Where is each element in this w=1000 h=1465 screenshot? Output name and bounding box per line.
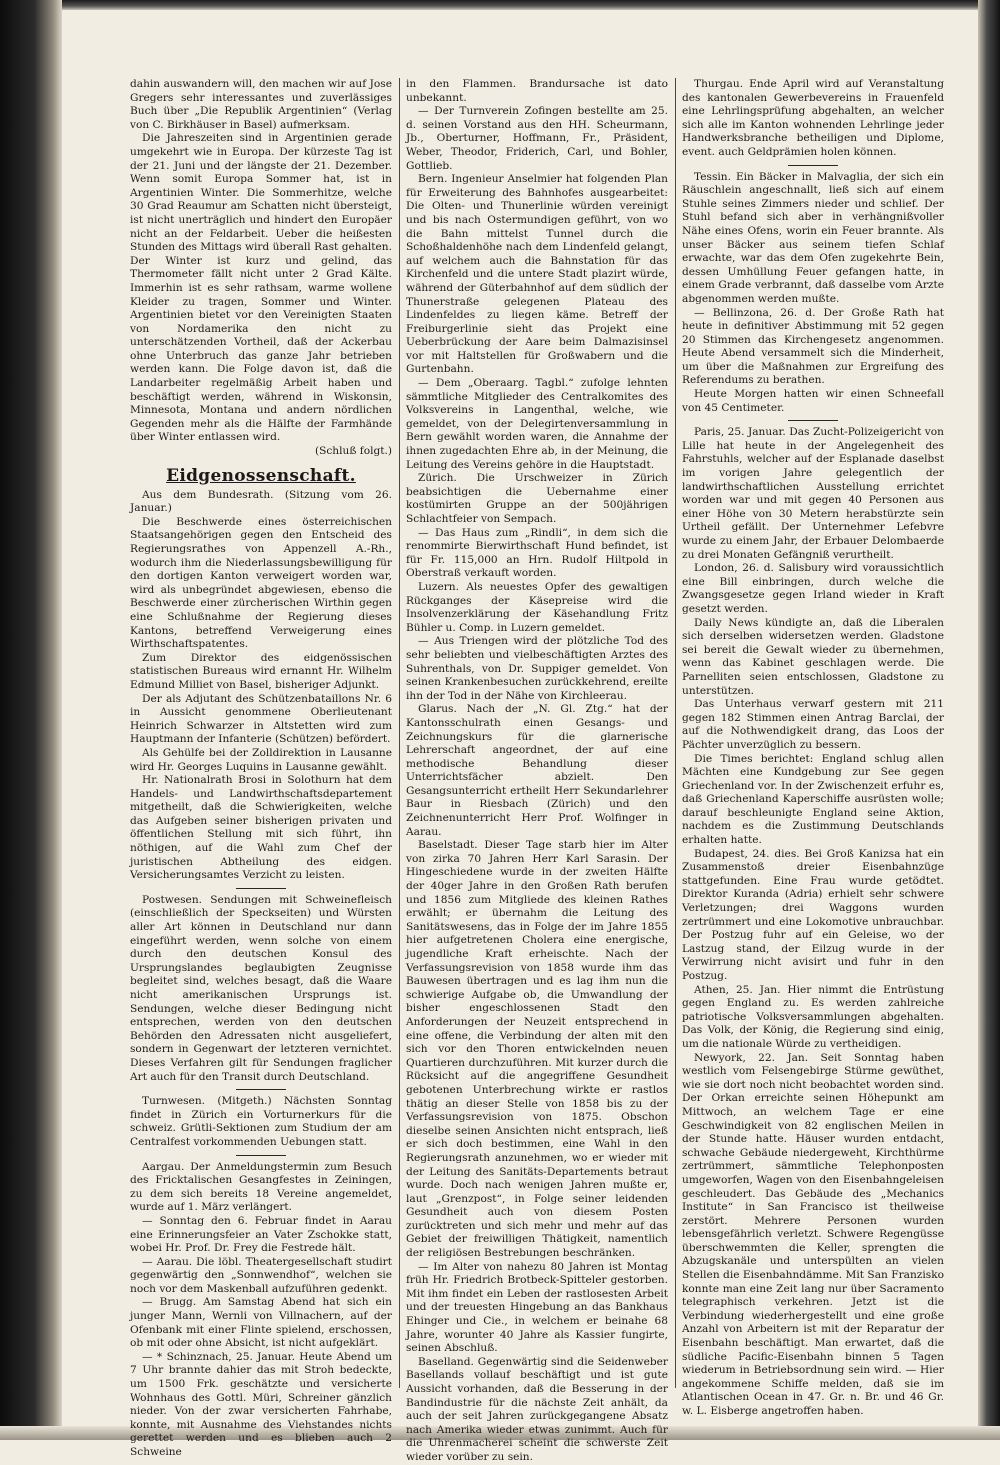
article-text: London, 26. d. Salisbury wird voraussichtlich eine Bill einbringen, durch welche die Zwangsgesetze gegen Irland wieder in Kraft gesetzt werden. [682,562,944,615]
article-text: Aargau. Der Anmeldungstermin zum Besuch des Fricktalischen Gesangfestes in Zeiningen, zu dem sich bereits 18 Vereine angemeldet, wurde auf 1. März verlängert. [130,1160,392,1214]
article-text: Die Times berichtet: England schlug allen Mächten eine Kundgebung zur See gegen Griechenland vor. In der Zwischenzeit erfuhr es, daß Griechenland Kaperschiffe ausrüsten wolle; darauf beschleunigte England seine Aktion, nachdem es die Zustimmung Deutschlands erhalten hatte. [682,752,944,847]
article-text: Luzern. Als neuestes Opfer des gewaltigen Rückganges der Käsepreise wird die Insolvenzerklärung der Käsehandlung Fritz Bühler u. Comp. in Luzern gemeldet. [406,580,668,634]
article-text: — Dem „Oberaarg. Tagbl.“ zufolge lehnten sämmtliche Mitglieder des Centralkomites des Volksvereins in Langenthal, welche, wie gemeldet, von der Delegirtenversammlung in Bern gewählt worden waren, die Annahme der ihnen zugedachten Ehre ab, in der Meinung, die Leitung des Vereins gehöre in die Hauptstadt. [406,377,668,471]
article-text: Der als Adjutant des Schützenbataillons Nr. 6 in Aussicht genommene Oberlieutenant Heinrich Schwarzer in Altstetten wird zum Hauptmann der Infanterie (Schützen) befördert. [130,692,392,746]
newspaper-page [130,78,958,1463]
article-text: Zürich. Die Urschweizer in Zürich beabsichtigen die Uebernahme einer kostümirten Gruppe an der 500jährigen Schlachtfeier von Sempach. [406,472,668,525]
scan-border-left [0,0,62,1440]
column-rule [675,78,676,1388]
article-text: Newyork, 22. Jan. Seit Sonntag haben westlich vom Felsengebirge Stürme gewüthet, wie sie dort noch nicht beobachtet worden sind. Der Orkan erreichte seinen Höhepunkt am Mittwoch, an welchem Tage er eine Geschwindigkeit von 82 englischen Meilen in der Stunde hatte. Häuser wurden entdacht, schwache Gebäude niedergeweht, Kirchthürme zertrümmert, sämmtliche Telephonposten umgeworfen, Wagen von den Eisenbahngeleisen geschleudert. Das Gebäude des „Mechanics Institute“ in San Francisco ist theilweise zerstört. Mehrere Personen wurden lebensgefährlich verletzt. Schwere Regengüsse überschwemmten die Keller, sprengten die Abzugskanäle und unterspülten an vielen Stellen die Eisenbahndämme. Mit San Franzisko konnte man eine Zeit lang nur über Sacramento telegraphisch verkehren. Jetzt ist die Verbindung wiederhergestellt und eine große Anzahl von Arbeitern ist mit der Reparatur der Eisenbahn beschäftigt. Man erwartet, daß die südliche Pacific-Eisenbahn binnen 5 Tagen wiederum in Betriebsordnung sein wird. — Hier angekommene Schiffe melden, daß sie im Atlantischen Ocean in 47. Gr. n. Br. und 46 Gr. w. L. Eisberge angetroffen haben. [682,1051,944,1417]
divider [236,1089,286,1090]
article-text: Paris, 25. Januar. Das Zucht-Polizeigericht von Lille hat heute in der Angelegenheit des Fahrstuhls, welcher auf der Esplanade daselbst im vorigen Jahre gelegentlich der landwirthschaftlichen Ausstellung errichtet worden war und mit gegen 40 Personen aus einer Höhe von 30 Metern herabstürzte sein Urtheil gefällt. Der Unternehmer Lefebvre wurde zu einem Jahr, der Erbauer Delombaerde zu drei Monaten Gefängniß verurtheilt. [682,426,944,561]
article-text: — Im Alter von nahezu 80 Jahren ist Montag früh Hr. Friedrich Brotbeck-Spitteler gestorben. Mit ihm findet ein Leben der rastlosesten Arbeit und der treuesten Hingebung an das Bankhaus Ehinger und Cie., in welchem er beinahe 68 Jahre, worunter 40 Jahre als Kassier fungirte, seinen Abschluß. [406,1260,668,1355]
divider [788,165,838,166]
scan-border-top [0,0,1000,10]
article-text: Tessin. Ein Bäcker in Malvaglia, der sich ein Räuschlein angeschnallt, ließ sich auf einem Stuhle seines Zimmers nieder und schlief. Der Stuhl befand sich aber in verhängnißvoller Nähe eines Ofens, worin ein Feuer brannte. Als unser Bäcker aus seinem tiefen Schlaf erwachte, war das dem Ofen zugekehrte Bein, dessen Umhüllung Feuer gefangen hatte, in einem Grade verbrannt, daß dasselbe vom Arzte abgenommen werden mußte. [682,170,944,305]
article-text: Baselstadt. Dieser Tage starb hier im Alter von zirka 70 Jahren Herr Karl Sarasin. Der Hingeschiedene wurde in der zweiten Hälfte der 40ger Jahre in den Großen Rath berufen und 1856 zum Mitgliede des kleinen Rathes erwählt; er übernahm die Leitung des Sanitätswesens, das in Folge der im Jahre 1855 hier aufgetretenen Cholera eine energische, jugendliche Kraft erheischte. Nach der Verfassungsrevision von 1858 wurde ihm das Bauwesen übertragen und es lag ihm nun die schwierige Aufgabe ob, die Umwandlung der bisher engeschlossenen Stadt den Anforderungen der Neuzeit entsprechend in eine offene, die Verbindung der alten mit den sich vor den Thoren entwickelnden neuen Quartieren durchzuführen. Mit kurzer durch die Rücksicht auf die angegriffene Gesundheit gebotenen Unterbrechung wirkte er rastlos thätig an dieser Stelle von 1858 bis zu der Verfassungsrevision von 1875. Obschon dieselbe seinen Ansichten nicht entsprach, ließ er sich doch bestimmen, eine Wahl in den Regierungsrath anzunehmen, wo er wieder mit der Leitung des Sanitäts-Departements betraut wurde. Doch nach wenigen Jahren mußte er, laut „Grenzpost“, in Folge seiner leidenden Gesundheit auch von diesem Posten zurücktreten und sich mehr und mehr auf das Gebiet der freiwilligen Thätigkeit, namentlich der religiösen Bestrebungen beschränken. [406,839,668,1260]
continued-note: (Schluß folgt.) [314,445,392,458]
article-text: Baselland. Gegenwärtig sind die Seidenweber Basellands vollauf beschäftigt und ist gute Aussicht vorhanden, daß die Besserung in der Bandindustrie für die nächste Zeit anhält, da auch der seit Jahren zurückgegangene Absatz nach Amerika wieder etwas zunimmt. Auch für die Uhrenmacherei scheint die schwerste Zeit wieder vorüber zu sein. [406,1355,668,1463]
article-text: — Aus Triengen wird der plötzliche Tod des sehr beliebten und vielbeschäftigten Arztes des Suhrenthals, von Dr. Suppiger gemeldet. Von seinen Krankenbesuchen zurückkehrend, ereilte ihn der Tod in der Nähe von Kirchleerau. [406,635,668,702]
article-text: Daily News kündigte an, daß die Liberalen sich derselben widersetzen werden. Gladstone sei bereit die Gewalt wieder zu übernehmen, wenn das Kabinet geschlagen werde. Die Parnelliten seien entschlossen, Gladstone zu unterstützen. [682,616,944,697]
column-3 [682,78,944,1417]
article-text: Das Unterhaus verwarf gestern mit 211 gegen 182 Stimmen einen Antrag Barclai, der auf die Nothwendigkeit drang, das Loos der Pächter unverzüglich zu bessern. [682,698,944,751]
article-text: Zum Direktor des eidgenössischen statistischen Bureaus wird ernannt Hr. Wilhelm Edmund Milliet von Basel, bisheriger Adjunkt. [130,651,392,691]
column-rule [399,78,400,1388]
article-text: Bern. Ingenieur Anselmier hat folgenden Plan für Erweiterung des Bahnhofes ausgearbeitet: Die Olten- und Thunerlinie würden vereinigt und bis nach Ostermundigen geführt, von wo die Bahn mittelst Tunnel durch die Schoßhaldenhöhe nach dem Lindenfeld gelangt, auf welchem auch die Bahnstation für das Kirchenfeld und die untere Stadt plazirt würde, während der Güterbahnhof auf dem südlich der Thunerstraße gelegenen Plateau des Lindenfeldes zu liegen käme. Betreff der Freiburgerlinie sieht das Projekt eine Ueberbrückung der Aare beim Dalmazisinsel vor mit Haltstellen für Großwabern und die Gurtenbahn. [406,173,668,376]
scan-border-right [978,0,1000,1440]
article-text: — Der Turnverein Zofingen bestellte am 25. d. seinen Vorstand aus den HH. Scheurmann, Jb., Oberturner, Hoffmann, Fr., Präsident, Weber, Theodor, Friderich, Carl, und Bohler, Gottlieb. [406,105,668,172]
article-text: in den Flammen. Brandursache ist dato unbekannt. [406,78,668,104]
article-text: Die Beschwerde eines österreichischen Staatsangehörigen gegen den Entscheid des Regierungsrathes von Appenzell A.-Rh., wodurch ihm die Niederlassungsbewilligung für den dortigen Kanton verweigert worden war, wird als unbegründet abgewiesen, ebenso die Beschwerde einer zürcherischen Wirthin gegen eine Schlußnahme der Regierung dieses Kantons, betreffend Verweigerung eines Wirthschaftspatentes. [130,515,392,651]
article-text: Budapest, 24. dies. Bei Groß Kanizsa hat ein Zusammenstoß dreier Eisenbahnzüge stattgefunden. Eine Frau wurde getödtet. Direktor Kuranda (Adria) erhielt sehr schwere Verletzungen; drei Waggons wurden zertrümmert und eine Lokomotive unbrauchbar. Der Postzug fuhr auf ein Geleise, wo der Lastzug stand, der Eilzug wurde in der Verwirrung nicht avisirt und fuhr in den Postzug. [682,847,944,982]
article-text: Thurgau. Ende April wird auf Veranstaltung des kantonalen Gewerbevereins in Frauenfeld eine Lehrlingsprüfung abgehalten, an welcher sich alle im Kanton wohnenden Lehrlinge jeder Handwerksbranche betheiligen und Diplome, event. auch Geldprämien holen können. [682,78,944,158]
article-text: dahin auswandern will, den machen wir auf Jose Gregers sehr interessantes und zuverlässiges Buch über „Die Republik Argentinien“ (Verlag von C. Birkhäuser in Basel) aufmerksam. [130,78,392,131]
column-2 [406,78,668,1463]
article-text: — Bellinzona, 26. d. Der Große Rath hat heute in definitiver Abstimmung mit 52 gegen 20 Stimmen das Kirchengesetz angenommen. Heute Abend versammelt sich die Minderheit, um über die Maßnahmen zur Ergreifung des Referendums zu berathen. [682,306,944,387]
article-text: Postwesen. Sendungen mit Schweinefleisch (einschließlich der Speckseiten) und Würsten aller Art können in Deutschland nur dann eingeführt werden, wenn solche von einem durch den deutschen Konsul des Ursprungslandes beglaubigten Zeugnisse begleitet sind, welches besagt, daß die Waare nicht amerikanischen Ursprungs ist. Sendungen, welche dieser Bedingung nicht entsprechen, werden von den deutschen Behörden den Adressaten nicht ausgeliefert, sondern in Gegenwart der letzteren vernichtet. Dieses Verfahren gilt für Sendungen fraglicher Art auch für den Transit durch Deutschland. [130,893,392,1083]
article-text: Athen, 25. Jan. Hier nimmt die Entrüstung gegen England zu. Es werden zahlreiche patriotische Volksversammlungen abgehalten. Das Volk, der König, die Regierung sind einig, um die nationale Würde zu vertheidigen. [682,983,944,1050]
article-text: Als Gehülfe bei der Zolldirektion in Lausanne wird Hr. Georges Luquins in Lausanne gewählt. [130,746,392,773]
column-1 [130,78,392,1458]
article-text: Hr. Nationalrath Brosi in Solothurn hat dem Handels- und Landwirthschaftsdepartement mitgetheilt, daß die Schwierigkeiten, welche das Aufgeben seiner bisherigen privaten und öffentlichen Stellung mit sich führt, ihn nöthigen, auf die Wahl zum Chef der juristischen Abtheilung des eidgen. Versicherungsamtes Verzicht zu leisten. [130,774,392,882]
article-text: — Aarau. Die löbl. Theatergesellschaft studirt gegenwärtig den „Sonnwendhof“, welchen sie noch vor dem Maskenball aufzuführen gedenkt. [130,1255,392,1295]
article-text: Turnwesen. (Mitgeth.) Nächsten Sonntag findet in Zürich ein Vorturnerkurs für die schweiz. Grütli-Sektionen zum Studium der am Centralfest vorkommenden Uebungen statt. [130,1095,392,1148]
article-text: — Brugg. Am Samstag Abend hat sich ein junger Mann, Wernli von Villnachern, auf der Ofenbank mit einer Flinte spielend, erschossen, ob mit oder ohne Absicht, ist nicht aufgeklärt. [130,1296,392,1350]
article-text: — Das Haus zum „Rindli“, in dem sich die renommirte Bierwirthschaft Hund befindet, ist für Fr. 115,000 an Hrn. Rudolf Hiltpold in Oberstraß verkauft worden. [406,526,668,580]
divider [788,420,838,421]
divider [236,888,286,889]
article-text: Die Jahreszeiten sind in Argentinien gerade umgekehrt wie in Europa. Der kürzeste Tag ist der 21. Juni und der längste der 21. Dezember. Wenn somit Europa Sommer hat, ist in Argentinien Winter. Die Sommerhitze, welche 30 Grad Reaumur am Schatten nicht übersteigt, ist nicht unerträglich und hindert den Europäer nicht an der Feldarbeit. Ueber die heißesten Stunden des Mittags wird überall Rast gehalten. Der Winter ist kurz und gelind, das Thermometer fällt nicht unter 2 Grad Kälte. Immerhin ist es sehr rathsam, warme wollene Kleider zu tragen, Sommer und Winter. Argentinien bietet vor den Vereinigten Staaten von Nordamerika den nicht zu unterschätzenden Vortheil, daß der Ackerbau ohne Unterbruch das ganze Jahr betrieben werden kann. Die Folge davon ist, daß die Landarbeiter regelmäßig Arbeit haben und beschäftigt werden, während in Wiskonsin, Minnesota, Montana und andern nördlichen Gegenden mehr als die Hälfte der Farmhände über Winter entlassen wird. [130,132,392,444]
article-text: Glarus. Nach der „N. Gl. Ztg.“ hat der Kantonsschulrath einen Gesangs- und Zeichnungskurs für die glarnerische Lehrerschaft angeordnet, der auf eine methodische Behandlung dieser Unterrichtsfächer abzielt. Den Gesangsunterricht ertheilt Herr Sekundarlehrer Baur in Riesbach (Zürich) und den Zeichnenunterricht Herr Prof. Wolfinger in Aarau. [406,703,668,838]
article-text: Heute Morgen hatten wir einen Schneefall von 45 Centimeter. [682,388,944,414]
article-text: Aus dem Bundesrath. (Sitzung vom 26. Januar.) [130,488,392,515]
article-text: — * Schinznach, 25. Januar. Heute Abend um 7 Uhr brannte dahier das mit Stroh bedeckte, um 1500 Frk. geschätzte und versicherte Wohnhaus des Gottl. Müri, Schreiner gänzlich nieder. Von der zwar versicherten Fahrhabe, konnte, mit Ausnahme des Viehstandes nichts gerettet werden und es blieben auch 2 Schweine [130,1350,392,1458]
section-heading: Eidgenossenschaft. [166,465,356,486]
article-text: — Sonntag den 6. Februar findet in Aarau eine Erinnerungsfeier an Vater Zschokke statt, wobei Hr. Prof. Dr. Frey die Festrede hält. [130,1214,392,1255]
divider [236,1155,286,1156]
